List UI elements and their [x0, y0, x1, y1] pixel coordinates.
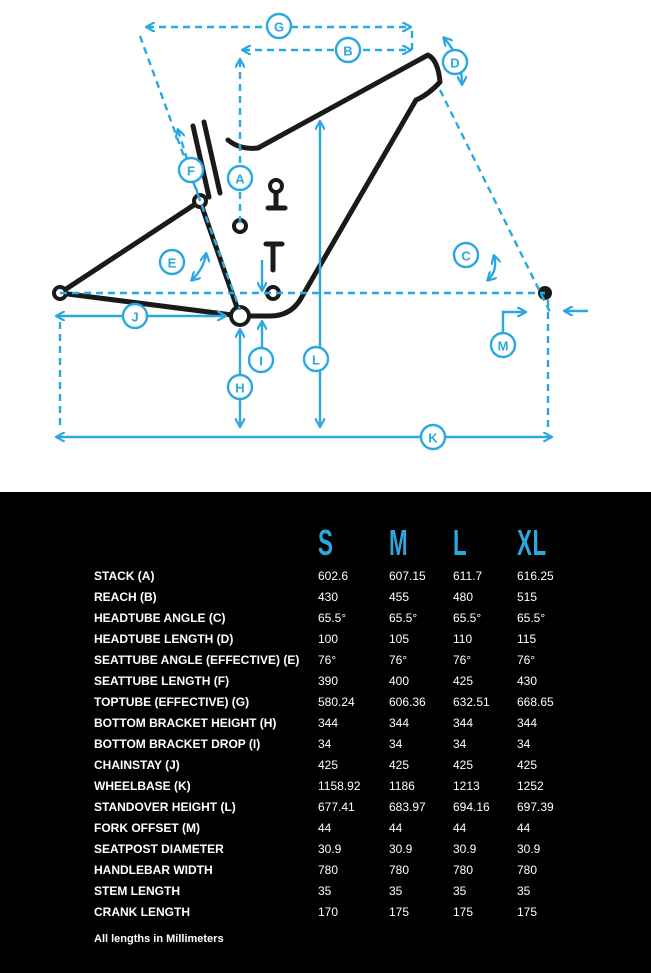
cell-l: 425 [453, 758, 474, 772]
cell-s: 780 [318, 863, 339, 877]
cell-m: 683.97 [389, 800, 426, 814]
badge-f [179, 158, 203, 182]
cell-l: 480 [453, 590, 474, 604]
row-label: REACH (B) [94, 590, 157, 604]
cell-s: 602.6 [318, 569, 349, 583]
cell-m: 44 [389, 821, 403, 835]
row-label: TOPTUBE (EFFECTIVE) (G) [94, 695, 250, 709]
cell-xl: 616.25 [517, 569, 554, 583]
badge-i [249, 348, 273, 372]
cell-l: 65.5° [453, 611, 482, 625]
row-label: HANDLEBAR WIDTH [94, 863, 213, 877]
badge-m [491, 333, 515, 357]
svg-text:A: A [235, 171, 245, 187]
table-row [0, 650, 651, 671]
table-row [0, 629, 651, 650]
row-label: STACK (A) [94, 569, 155, 583]
table-row [0, 734, 651, 755]
badge-d [443, 50, 467, 74]
cell-s: 390 [318, 674, 339, 688]
front-triangle [228, 55, 440, 316]
svg-text:J: J [131, 309, 139, 325]
cell-l: 780 [453, 863, 474, 877]
cell-m: 455 [389, 590, 410, 604]
cell-s: 100 [318, 632, 339, 646]
cell-xl: 1252 [517, 779, 544, 793]
cell-xl: 175 [517, 905, 538, 919]
table-row [0, 839, 651, 860]
table-row [0, 692, 651, 713]
cell-xl: 430 [517, 674, 538, 688]
cell-l: 110 [453, 632, 473, 646]
badge-g [267, 14, 291, 38]
dim-m [503, 312, 525, 332]
cell-xl: 780 [517, 863, 538, 877]
cell-s: 170 [318, 905, 339, 919]
svg-text:C: C [461, 248, 471, 264]
cell-xl: 30.9 [517, 842, 541, 856]
cell-l: 76° [453, 653, 472, 667]
cell-l: 1213 [453, 779, 480, 793]
cell-l: 694.16 [453, 800, 490, 814]
row-label: STANDOVER HEIGHT (L) [94, 800, 236, 814]
cell-s: 30.9 [318, 842, 342, 856]
svg-text:F: F [187, 163, 195, 179]
size-header-l: L [453, 522, 468, 563]
cell-s: 677.41 [318, 800, 355, 814]
cell-s: 425 [318, 758, 339, 772]
badge-k [421, 425, 445, 449]
size-header-xl: XL [517, 522, 547, 563]
cell-m: 105 [389, 632, 410, 646]
cell-s: 76° [318, 653, 337, 667]
svg-text:L: L [312, 352, 320, 368]
table-row [0, 797, 651, 818]
badge-e [160, 250, 184, 274]
row-label: SEATTUBE ANGLE (EFFECTIVE) (E) [94, 653, 300, 667]
row-label: BOTTOM BRACKET DROP (I) [94, 737, 261, 751]
shock-mount [270, 180, 282, 192]
cell-s: 65.5° [318, 611, 347, 625]
table-row [0, 587, 651, 608]
dim-e [192, 254, 206, 280]
cell-xl: 34 [517, 737, 531, 751]
row-label: HEADTUBE ANGLE (C) [94, 611, 226, 625]
svg-text:I: I [259, 353, 263, 369]
size-header-s: S [318, 522, 334, 563]
row-label: HEADTUBE LENGTH (D) [94, 632, 234, 646]
table-row [0, 776, 651, 797]
cell-l: 44 [453, 821, 467, 835]
badge-c [454, 243, 478, 267]
cell-m: 175 [389, 905, 410, 919]
cell-m: 76° [389, 653, 408, 667]
shock-lower [266, 244, 282, 270]
table-row [0, 671, 651, 692]
cell-l: 632.51 [453, 695, 490, 709]
row-label: SEATTUBE LENGTH (F) [94, 674, 230, 688]
badge-a [228, 166, 252, 190]
cell-s: 35 [318, 884, 332, 898]
dimension-lines [57, 27, 588, 437]
cell-l: 425 [453, 674, 474, 688]
svg-text:E: E [167, 255, 177, 271]
cell-m: 780 [389, 863, 410, 877]
table-row [0, 818, 651, 839]
cell-l: 344 [453, 716, 474, 730]
cell-s: 344 [318, 716, 339, 730]
cell-s: 1158.92 [318, 779, 361, 793]
cell-xl: 425 [517, 758, 538, 772]
table-row [0, 902, 651, 923]
cell-s: 430 [318, 590, 339, 604]
table-row [0, 755, 651, 776]
dim-c [488, 256, 495, 280]
cell-m: 34 [389, 737, 403, 751]
cell-m: 35 [389, 884, 403, 898]
cell-m: 65.5° [389, 611, 418, 625]
rear-triangle [60, 201, 240, 316]
row-label: BOTTOM BRACKET HEIGHT (H) [94, 716, 277, 730]
table-row [0, 860, 651, 881]
cell-l: 30.9 [453, 842, 477, 856]
cell-l: 611.7 [453, 569, 483, 583]
cell-xl: 697.39 [517, 800, 554, 814]
cell-xl: 65.5° [517, 611, 546, 625]
cell-l: 34 [453, 737, 467, 751]
cell-m: 606.36 [389, 695, 426, 709]
cell-m: 1186 [389, 779, 415, 793]
cell-m: 607.15 [389, 569, 426, 583]
row-label: STEM LENGTH [94, 884, 180, 898]
size-header-m: M [389, 522, 409, 563]
cell-l: 35 [453, 884, 467, 898]
cell-m: 30.9 [389, 842, 413, 856]
cell-s: 44 [318, 821, 332, 835]
table-row [0, 881, 651, 902]
units-footnote: All lengths in Millimeters [94, 933, 224, 945]
svg-text:B: B [343, 43, 353, 59]
badge-j [123, 304, 147, 328]
svg-text:K: K [428, 430, 438, 446]
badge-l [304, 347, 328, 371]
cell-xl: 35 [517, 884, 531, 898]
svg-text:D: D [450, 55, 460, 71]
dim-headtube [440, 90, 550, 312]
row-label: WHEELBASE (K) [94, 779, 191, 793]
badge-b [336, 38, 360, 62]
cell-xl: 76° [517, 653, 536, 667]
cell-m: 400 [389, 674, 410, 688]
table-row [0, 713, 651, 734]
svg-text:G: G [273, 19, 285, 35]
cell-m: 344 [389, 716, 410, 730]
geometry-table [0, 492, 651, 973]
cell-l: 175 [453, 905, 474, 919]
table-row [0, 608, 651, 629]
row-label: SEATPOST DIAMETER [94, 842, 224, 856]
cell-s: 580.24 [318, 695, 355, 709]
svg-text:H: H [235, 380, 245, 396]
cell-xl: 344 [517, 716, 538, 730]
badge-h [228, 375, 252, 399]
cell-m: 425 [389, 758, 410, 772]
cell-xl: 44 [517, 821, 531, 835]
row-label: CRANK LENGTH [94, 905, 190, 919]
table-row [0, 566, 651, 587]
cell-xl: 115 [517, 632, 537, 646]
svg-text:M: M [497, 338, 509, 354]
cell-s: 34 [318, 737, 332, 751]
cell-xl: 515 [517, 590, 538, 604]
row-label: FORK OFFSET (M) [94, 821, 200, 835]
cell-xl: 668.65 [517, 695, 554, 709]
row-label: CHAINSTAY (J) [94, 758, 180, 772]
